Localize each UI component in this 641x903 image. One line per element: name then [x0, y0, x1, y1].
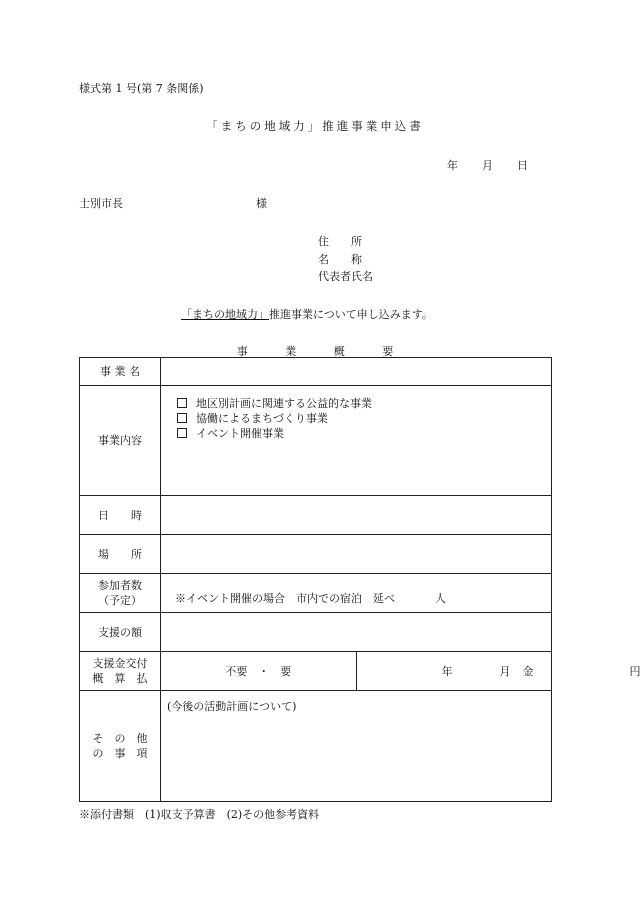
other-matters-field[interactable] — [161, 691, 552, 802]
place-field[interactable] — [161, 535, 552, 574]
advance-year: 年 — [441, 665, 453, 678]
date-day: 日 — [517, 159, 528, 172]
project-name-field[interactable] — [161, 358, 552, 386]
advance-payment-choice[interactable]: 不要 ・ 要 — [161, 652, 357, 691]
date-year: 年 — [447, 159, 458, 172]
advance-yen: 円 — [629, 665, 641, 678]
summary-heading-char: 概 — [333, 345, 345, 358]
content-option[interactable]: 地区別計画に関連する公益的な事業 — [177, 396, 551, 411]
content-option[interactable]: イベント開催事業 — [177, 426, 551, 441]
table-row — [80, 652, 552, 691]
checkbox-icon[interactable] — [177, 398, 187, 408]
lead-sentence-underlined: 「まちの地域力」 — [181, 308, 269, 321]
form-number: 様式第 1 号(第 7 条関係) — [79, 82, 204, 95]
support-amount-label: 支援の額 — [80, 613, 161, 652]
honorific: 様 — [256, 197, 267, 210]
document-title: 「まちの地域力」推進事業申込書 — [206, 119, 424, 133]
table-row — [80, 574, 552, 613]
participants-note: ※イベント開催の場合 市内での宿泊 延べ — [175, 592, 395, 605]
table-row — [80, 691, 552, 802]
advance-kin: 金 — [522, 665, 534, 678]
summary-heading-char: 業 — [285, 345, 297, 358]
other-matters-note: (今後の活動計画について) — [167, 700, 297, 713]
table-row — [80, 613, 552, 652]
table-row — [80, 535, 552, 574]
attachments-note: ※添付書類 (1)収支予算書 (2)その他参考資料 — [79, 808, 320, 821]
datetime-label: 日 時 — [80, 496, 161, 535]
table-row — [80, 386, 552, 496]
project-content-options — [161, 386, 552, 496]
summary-table — [79, 357, 641, 802]
date-month: 月 — [482, 159, 493, 172]
summary-heading-char: 事 — [236, 345, 248, 358]
participants-unit: 人 — [435, 592, 446, 605]
project-content-label: 事業内容 — [80, 386, 161, 496]
participants-field[interactable] — [161, 574, 552, 613]
applicant-address-label: 住 所 — [318, 235, 362, 248]
checkbox-icon[interactable] — [177, 428, 187, 438]
place-label: 場 所 — [80, 535, 161, 574]
applicant-representative-label: 代表者氏名 — [318, 270, 373, 283]
advance-payment-amount[interactable] — [356, 652, 641, 691]
applicant-name-label: 名 称 — [318, 253, 362, 266]
table-row — [80, 496, 552, 535]
date-line — [447, 157, 528, 173]
advance-month: 月 — [499, 665, 511, 678]
support-amount-field[interactable] — [161, 613, 552, 652]
checkbox-icon[interactable] — [177, 413, 187, 423]
datetime-field[interactable] — [161, 496, 552, 535]
lead-sentence-rest: 推進事業について申し込みます。 — [269, 308, 433, 321]
advance-payment-label: 支援金交付 概 算 払 — [80, 652, 161, 691]
summary-heading-char: 要 — [382, 345, 394, 358]
lead-sentence — [181, 306, 433, 322]
participants-label: 参加者数 （予定） — [80, 574, 161, 613]
addressee: 士別市長 — [79, 197, 123, 210]
project-name-label: 事 業 名 — [80, 358, 161, 386]
table-row — [80, 358, 552, 386]
content-option[interactable]: 協働によるまちづくり事業 — [177, 411, 551, 426]
other-matters-label: そ の 他 の 事 項 — [80, 691, 161, 802]
